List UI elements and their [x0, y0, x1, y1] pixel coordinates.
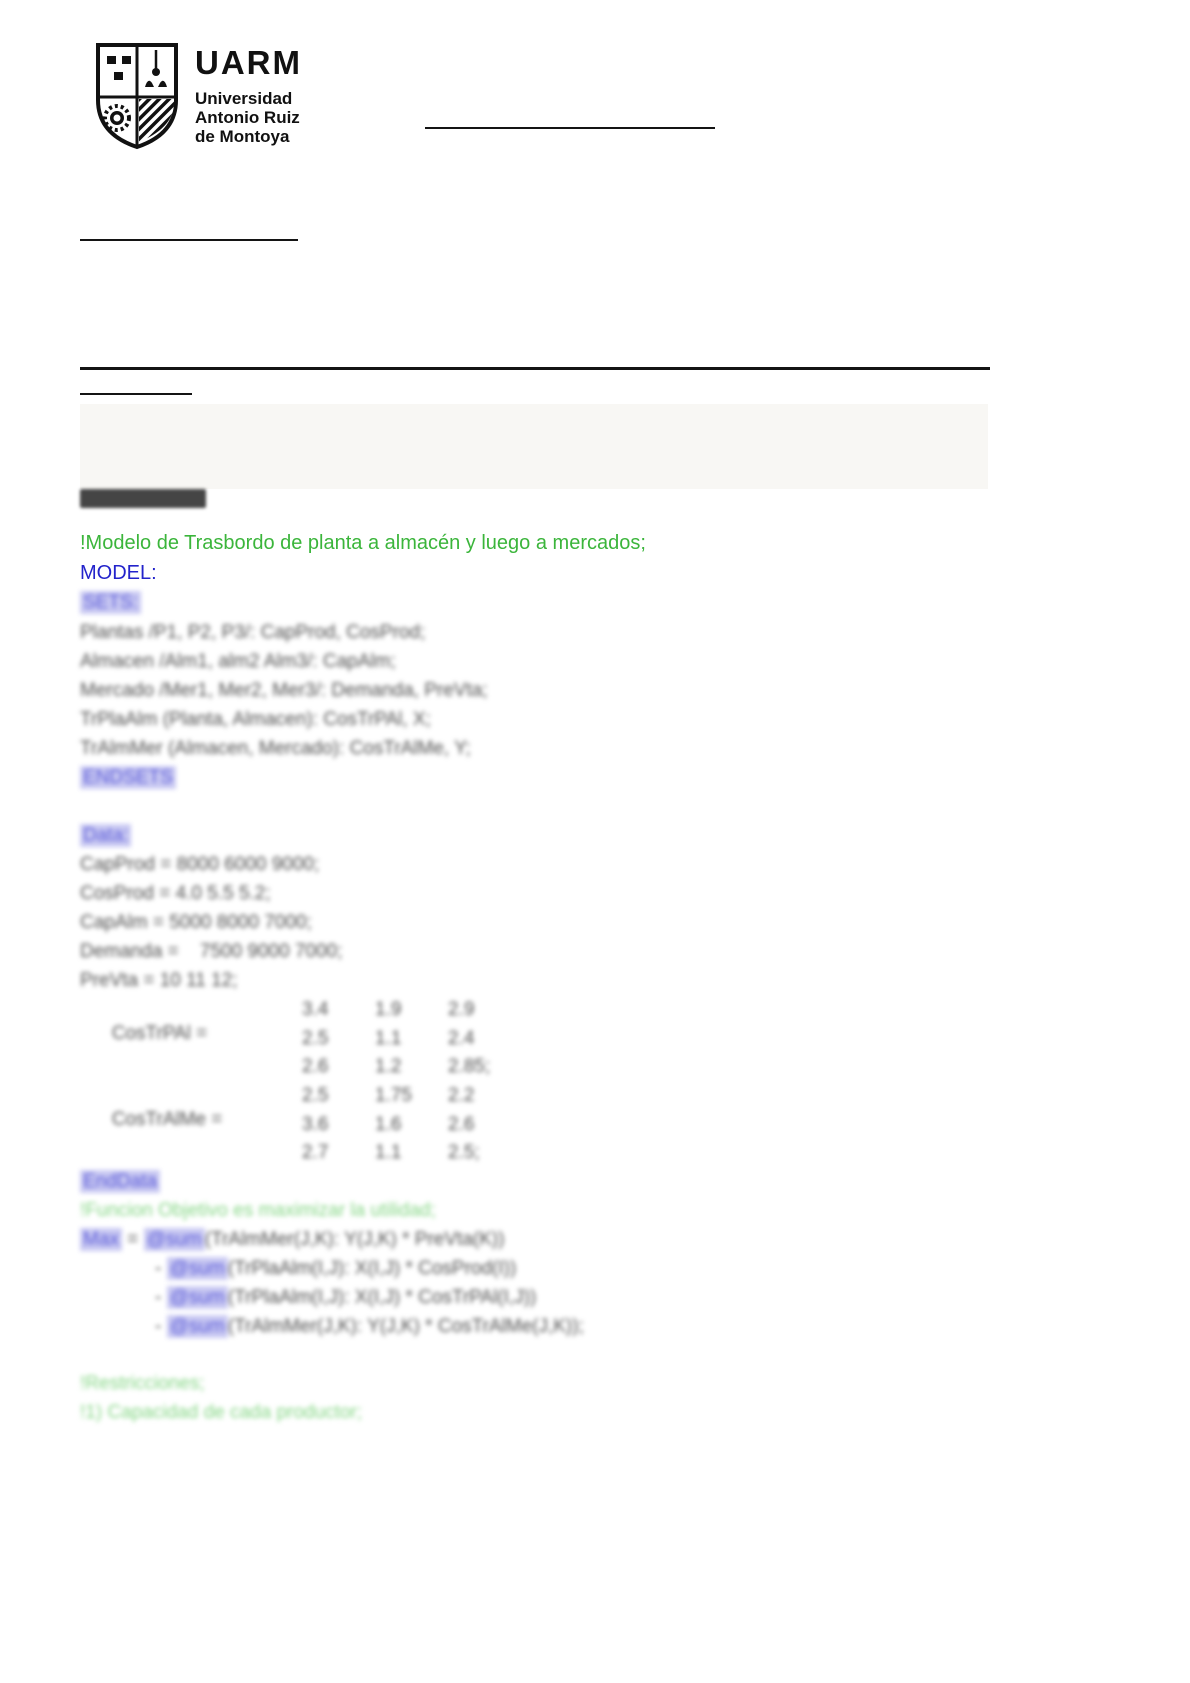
objective-term: (TrPlaAlm(I,J): X(I,J) * CosTrPAl(I,J)) [227, 1287, 537, 1308]
uarm-logo [95, 42, 415, 157]
redacted-bar [80, 489, 206, 508]
objective-line-2: - @sum (TrPlaAlm(I,J): X(I,J) * CosProd(I)) [155, 1258, 517, 1279]
objective-term: (TrAlmMer(J,K): Y(J,K) * PreVta(K)) [204, 1229, 505, 1250]
matrix-cell: 3.4 [302, 999, 329, 1020]
data-keyword: Data: [80, 824, 131, 848]
sets-line-plantas: Plantas /P1, P2, P3/: CapProd, CosProd; [80, 622, 426, 643]
data-line-capprod: CapProd = 8000 6000 9000; [80, 854, 320, 875]
matrix-cell: 1.2 [375, 1056, 402, 1077]
matrix-cell: 2.85; [448, 1056, 491, 1077]
cost-matrix-warehouse-market [80, 1084, 640, 1170]
header-rule [425, 127, 715, 129]
university-shield-icon [95, 42, 179, 150]
matrix-cell: 2.5 [302, 1028, 329, 1049]
objective-term: (TrPlaAlm(I,J): X(I,J) * CosProd(I)) [227, 1258, 517, 1279]
objective-term: (TrAlmMer(J,K): Y(J,K) * CosTrAlMe(J,K)); [227, 1316, 584, 1337]
data-line-prevta: PreVta = 10 11 12; [80, 970, 238, 991]
restrictions-comment: !Restricciones; [80, 1373, 205, 1394]
matrix-cell: 1.6 [375, 1114, 402, 1135]
restriction-1-comment: !1) Capacidad de cada productor; [80, 1402, 363, 1423]
matrix-cell: 2.4 [448, 1028, 475, 1049]
model-keyword: MODEL: [80, 562, 157, 584]
matrix-cell: 3.6 [302, 1114, 329, 1135]
matrix-cell: 2.9 [448, 999, 475, 1020]
section-divider [80, 367, 990, 370]
brand-text: UARM [195, 44, 302, 81]
matrix-label: CosTrPAl = [111, 1023, 208, 1044]
university-name-line2: Antonio Ruiz [195, 108, 300, 127]
sets-keyword: SETS: [80, 591, 141, 615]
matrix-cell: 1.1 [375, 1142, 402, 1163]
matrix-cell: 2.5 [302, 1085, 329, 1106]
sets-line-trplaalm: TrPlaAlm (Planta, Almacen): CosTrPAl, X; [80, 709, 431, 730]
matrix-cell: 2.2 [448, 1085, 475, 1106]
sum-keyword: @sum [144, 1228, 205, 1251]
subsection-underline [80, 393, 192, 395]
enddata-keyword: EndData [80, 1170, 160, 1194]
endsets-keyword: ENDSETS [80, 766, 176, 790]
sum-keyword: @sum [167, 1315, 228, 1338]
sets-line-almacen: Almacen /Alm1, alm2 Alm3/: CapAlm; [80, 651, 396, 672]
sets-line-mercado: Mercado /Mer1, Mer2, Mer3/: Demanda, PreVta; [80, 680, 488, 701]
matrix-row [80, 1055, 600, 1079]
matrix-label: CosTrAlMe = [111, 1109, 223, 1130]
max-keyword: Max [80, 1228, 122, 1251]
matrix-row [80, 1113, 600, 1137]
matrix-cell: 2.6 [448, 1114, 475, 1135]
objective-line-3: - @sum (TrPlaAlm(I,J): X(I,J) * CosTrPAl(I,J)) [155, 1287, 537, 1308]
matrix-cell: 1.75 [375, 1085, 412, 1106]
objective-line-4: - @sum (TrAlmMer(J,K): Y(J,K) * CosTrAlMe(J,K)); [155, 1316, 584, 1337]
matrix-cell: 2.7 [302, 1142, 329, 1163]
sum-keyword: @sum [167, 1286, 228, 1309]
matrix-row [80, 1027, 600, 1051]
objective-line-1: Max = @sum (TrAlmMer(J,K): Y(J,K) * PreVta(K)) [80, 1228, 505, 1252]
summary-box [80, 404, 988, 489]
sets-line-tralmmer: TrAlmMer (Almacen, Mercado): CosTrAlMe, Y; [80, 738, 471, 759]
sum-keyword: @sum [167, 1257, 228, 1280]
data-line-capalm: CapAlm = 5000 8000 7000; [80, 912, 312, 933]
cost-matrix-plant-warehouse [80, 998, 640, 1084]
matrix-cell: 2.6 [302, 1056, 329, 1077]
name-underline [80, 239, 298, 241]
university-name-line3: de Montoya [195, 127, 290, 146]
matrix-cell: 2.5; [448, 1142, 480, 1163]
university-name-line1: Universidad [195, 89, 293, 108]
model-title-comment: !Modelo de Trasbordo de planta a almacén y luego a mercados; [80, 532, 646, 554]
data-line-cosprod: CosProd = 4.0 5.5 5.2; [80, 883, 271, 904]
matrix-cell: 1.1 [375, 1028, 402, 1049]
data-line-demanda: Demanda = 7500 9000 7000; [80, 941, 343, 962]
matrix-cell: 1.9 [375, 999, 402, 1020]
objective-comment: !Funcion Objetivo es maximizar la utilidad; [80, 1200, 436, 1221]
matrix-row [80, 1141, 600, 1165]
